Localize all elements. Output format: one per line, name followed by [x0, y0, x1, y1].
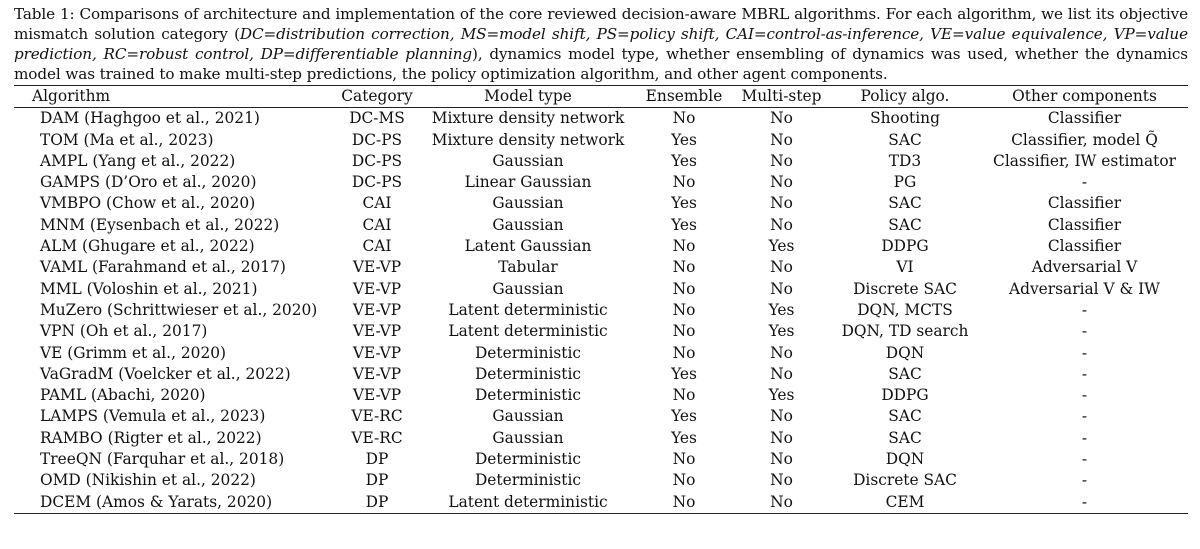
- cell-multi-step: No: [770, 279, 793, 298]
- cell-algorithm: MuZero (Schrittwieser et al., 2020): [40, 300, 318, 319]
- caption-intro: Table 1: Comparisons of architecture and implementation of the core reviewed decision-aware MBRL algorithms. For each algorithm, we list its objective mismatch solution category (: [14, 5, 1188, 43]
- cell-model-type: Latent Gaussian: [464, 237, 592, 256]
- cell-model-type: Tabular: [498, 258, 558, 277]
- header-policy-algo: Policy algo.: [860, 87, 950, 105]
- cell-other-components: Classifier: [1047, 109, 1122, 128]
- cell-policy-algo: SAC: [888, 407, 922, 426]
- cell-model-type: Gaussian: [492, 151, 564, 170]
- table-row: [14, 257, 1188, 278]
- table-row: [14, 151, 1188, 172]
- header-multi-step: Multi-step: [741, 87, 822, 105]
- cell-model-type: Gaussian: [492, 407, 564, 426]
- cell-policy-algo: VI: [896, 258, 914, 277]
- table-header-row: [14, 86, 1188, 108]
- table-row: [14, 130, 1188, 151]
- cell-ensemble: No: [672, 173, 696, 192]
- cell-algorithm: LAMPS (Vemula et al., 2023): [40, 407, 266, 426]
- cell-algorithm: MML (Voloshin et al., 2021): [40, 279, 258, 298]
- cell-other-components: Classifier: [1047, 194, 1122, 213]
- header-ensemble: Ensemble: [645, 87, 723, 105]
- cell-category: DC-PS: [351, 151, 403, 170]
- cell-other-components: -: [1081, 364, 1088, 383]
- table-row: [14, 492, 1188, 514]
- cell-policy-algo: DQN: [885, 450, 925, 469]
- table-row: [14, 236, 1188, 257]
- cell-category: VE-VP: [352, 300, 402, 319]
- cell-multi-step: Yes: [768, 237, 795, 256]
- caption-outro: ), dynamics model type, whether ensembling of dynamics was used, whether the dynamics model was trained to make multi-step predictions, the policy optimization algorithm, and other agent components.: [14, 45, 1188, 83]
- cell-algorithm: DAM (Haghgoo et al., 2021): [40, 109, 260, 128]
- cell-ensemble: No: [672, 237, 696, 256]
- cell-policy-algo: DQN, MCTS: [857, 300, 953, 319]
- table-row: [14, 406, 1188, 427]
- cell-ensemble: No: [672, 322, 696, 341]
- cell-multi-step: No: [770, 428, 793, 447]
- cell-category: VE-VP: [352, 322, 402, 341]
- cell-algorithm: VE (Grimm et al., 2020): [40, 343, 227, 362]
- cell-model-type: Deterministic: [474, 471, 582, 490]
- cell-other-components: -: [1081, 428, 1088, 447]
- cell-category: DP: [365, 450, 389, 469]
- cell-multi-step: No: [770, 343, 793, 362]
- cell-ensemble: Yes: [671, 194, 697, 213]
- cell-category: CAI: [362, 194, 392, 213]
- cell-multi-step: Yes: [768, 300, 795, 319]
- cell-model-type: Deterministic: [474, 343, 582, 362]
- cell-model-type: Latent deterministic: [448, 492, 608, 511]
- cell-model-type: Deterministic: [474, 364, 582, 383]
- cell-ensemble: Yes: [671, 151, 697, 170]
- cell-category: DC-MS: [349, 109, 405, 128]
- cell-model-type: Deterministic: [474, 386, 582, 405]
- header-other-components: Other components: [1012, 87, 1157, 105]
- table-row: [14, 385, 1188, 406]
- cell-algorithm: VPN (Oh et al., 2017): [40, 322, 208, 341]
- cell-policy-algo: SAC: [888, 194, 922, 213]
- cell-ensemble: No: [672, 300, 696, 319]
- cell-policy-algo: SAC: [888, 215, 922, 234]
- cell-policy-algo: Shooting: [870, 109, 940, 128]
- cell-other-components: Classifier: [1047, 215, 1122, 234]
- cell-model-type: Gaussian: [492, 215, 564, 234]
- cell-category: VE-RC: [351, 428, 403, 447]
- table-row: [14, 449, 1188, 470]
- table-row: [14, 321, 1188, 342]
- cell-model-type: Gaussian: [492, 194, 564, 213]
- cell-algorithm: AMPL (Yang et al., 2022): [40, 151, 236, 170]
- cell-algorithm: TreeQN (Farquhar et al., 2018): [40, 450, 285, 469]
- cell-model-type: Mixture density network: [431, 130, 625, 149]
- cell-policy-algo: CEM: [885, 492, 925, 511]
- cell-policy-algo: DQN, TD search: [841, 322, 969, 341]
- cell-other-components: -: [1081, 173, 1088, 192]
- cell-other-components: -: [1081, 343, 1088, 362]
- cell-category: VE-VP: [352, 343, 402, 362]
- cell-other-components: Adversarial V: [1031, 258, 1138, 277]
- table-row: [14, 470, 1188, 491]
- cell-multi-step: No: [770, 215, 793, 234]
- cell-ensemble: No: [672, 109, 696, 128]
- cell-model-type: Gaussian: [492, 279, 564, 298]
- cell-ensemble: No: [672, 386, 696, 405]
- cell-algorithm: VaGradM (Voelcker et al., 2022): [40, 364, 291, 383]
- cell-ensemble: Yes: [671, 364, 697, 383]
- cell-category: DC-PS: [351, 130, 403, 149]
- table-row: [14, 364, 1188, 385]
- cell-ensemble: No: [672, 343, 696, 362]
- cell-category: VE-RC: [351, 407, 403, 426]
- cell-multi-step: No: [770, 364, 793, 383]
- cell-ensemble: Yes: [671, 407, 697, 426]
- table-caption: [14, 4, 1188, 84]
- cell-model-type: Gaussian: [492, 428, 564, 447]
- cell-multi-step: No: [770, 258, 793, 277]
- cell-category: VE-VP: [352, 386, 402, 405]
- cell-policy-algo: PG: [893, 173, 917, 192]
- cell-category: VE-VP: [352, 364, 402, 383]
- cell-category: DP: [365, 471, 389, 490]
- table-row: [14, 300, 1188, 321]
- cell-algorithm: ALM (Ghugare et al., 2022): [40, 237, 255, 256]
- table-row: [14, 193, 1188, 214]
- cell-ensemble: Yes: [671, 215, 697, 234]
- cell-other-components: -: [1081, 300, 1088, 319]
- cell-multi-step: Yes: [768, 386, 795, 405]
- cell-other-components: Classifier, IW estimator: [993, 151, 1176, 170]
- cell-ensemble: No: [672, 258, 696, 277]
- cell-category: DC-PS: [351, 173, 403, 192]
- cell-algorithm: VAML (Farahmand et al., 2017): [40, 258, 286, 277]
- cell-other-components: Classifier, model Q̃: [1011, 130, 1158, 149]
- cell-policy-algo: Discrete SAC: [853, 471, 957, 490]
- table-row: [14, 343, 1188, 364]
- cell-policy-algo: SAC: [888, 428, 922, 447]
- cell-policy-algo: DQN: [885, 343, 925, 362]
- caption-abbreviations: DC=distribution correction, MS=model shift, PS=policy shift, CAI=control-as-inference, VE=value equivalence, VP=value prediction, RC=robust control, DP=differentiable planning: [14, 25, 1188, 63]
- cell-multi-step: No: [770, 194, 793, 213]
- cell-algorithm: DCEM (Amos & Yarats, 2020): [40, 492, 273, 511]
- cell-category: DP: [365, 492, 389, 511]
- cell-multi-step: No: [770, 109, 793, 128]
- cell-multi-step: Yes: [768, 322, 795, 341]
- cell-algorithm: MNM (Eysenbach et al., 2022): [40, 215, 280, 234]
- cell-ensemble: Yes: [671, 130, 697, 149]
- cell-multi-step: No: [770, 492, 793, 511]
- table-row: [14, 428, 1188, 449]
- table-row: [14, 172, 1188, 193]
- cell-model-type: Linear Gaussian: [464, 173, 592, 192]
- header-category: Category: [341, 87, 413, 105]
- cell-multi-step: No: [770, 407, 793, 426]
- cell-other-components: -: [1081, 407, 1088, 426]
- header-model-type: Model type: [484, 87, 572, 105]
- cell-other-components: Adversarial V & IW: [1009, 279, 1160, 298]
- cell-ensemble: Yes: [671, 428, 697, 447]
- cell-other-components: -: [1081, 322, 1088, 341]
- cell-other-components: -: [1081, 471, 1088, 490]
- table-row: [14, 108, 1188, 130]
- cell-algorithm: VMBPO (Chow et al., 2020): [40, 194, 256, 213]
- table-body: [14, 108, 1188, 514]
- cell-model-type: Latent deterministic: [448, 322, 608, 341]
- cell-algorithm: RAMBO (Rigter et al., 2022): [40, 428, 262, 447]
- cell-policy-algo: DDPG: [881, 237, 929, 256]
- cell-algorithm: OMD (Nikishin et al., 2022): [40, 471, 256, 490]
- cell-ensemble: No: [672, 471, 696, 490]
- header-algorithm: Algorithm: [32, 87, 111, 105]
- cell-other-components: -: [1081, 386, 1088, 405]
- cell-multi-step: No: [770, 130, 793, 149]
- cell-policy-algo: TD3: [888, 151, 922, 170]
- cell-ensemble: No: [672, 492, 696, 511]
- cell-category: VE-VP: [352, 258, 402, 277]
- cell-multi-step: No: [770, 173, 793, 192]
- cell-policy-algo: Discrete SAC: [853, 279, 957, 298]
- cell-policy-algo: DDPG: [881, 386, 929, 405]
- cell-policy-algo: SAC: [888, 130, 922, 149]
- cell-category: CAI: [362, 237, 392, 256]
- cell-category: CAI: [362, 215, 392, 234]
- cell-algorithm: GAMPS (D’Oro et al., 2020): [40, 173, 257, 192]
- comparison-table: [14, 85, 1188, 514]
- cell-policy-algo: SAC: [888, 364, 922, 383]
- cell-model-type: Latent deterministic: [448, 300, 608, 319]
- cell-multi-step: No: [770, 471, 793, 490]
- cell-multi-step: No: [770, 151, 793, 170]
- cell-model-type: Deterministic: [474, 450, 582, 469]
- cell-algorithm: TOM (Ma et al., 2023): [40, 130, 214, 149]
- cell-ensemble: No: [672, 279, 696, 298]
- cell-category: VE-VP: [352, 279, 402, 298]
- cell-other-components: -: [1081, 450, 1088, 469]
- cell-other-components: -: [1081, 492, 1088, 511]
- cell-other-components: Classifier: [1047, 237, 1122, 256]
- cell-algorithm: PAML (Abachi, 2020): [40, 386, 206, 405]
- cell-model-type: Mixture density network: [431, 109, 625, 128]
- table-row: [14, 215, 1188, 236]
- cell-multi-step: No: [770, 450, 793, 469]
- cell-ensemble: No: [672, 450, 696, 469]
- table-row: [14, 279, 1188, 300]
